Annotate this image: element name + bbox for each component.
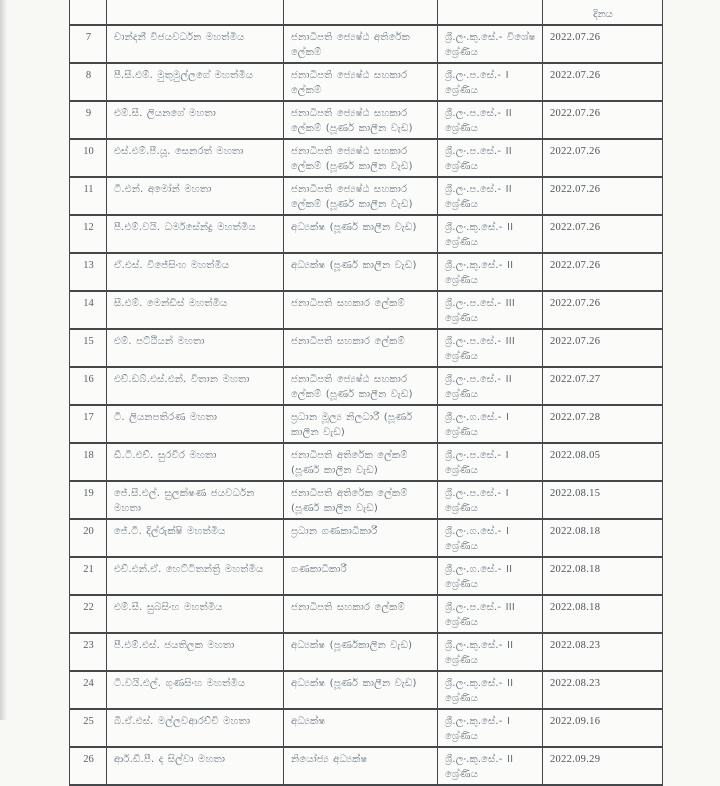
table-header-row [70,0,663,25]
date-cell: 2022.07.26 [543,101,663,139]
header-date: දිනය [543,0,663,25]
row-number-cell: 15 [70,329,107,367]
position-cell: අධ්‍යක්ෂ (පූර්ණ කාලීන වැඩ) [284,215,438,253]
table-row [70,595,663,633]
date-cell: 2022.07.28 [543,405,663,443]
grade-cell: ශ්‍රී.ලං.කු.සේ.- II ශ්‍රේණිය [438,253,543,291]
grade-cell: ශ්‍රී.ලං.ප.සේ.- II ශ්‍රේණිය [438,101,543,139]
date-cell: 2022.09.29 [543,747,663,785]
name-cell: එම්.සී. සුබසිංහ මහත්මිය [107,595,284,633]
date-cell: 2022.08.18 [543,519,663,557]
position-cell: ජනාධිපති ජ්‍යෙෂ්ඨ සහකාර ලේකම් [284,63,438,101]
scan-edge-shadow [0,0,7,720]
row-number-cell: 16 [70,367,107,405]
header-position [284,0,438,25]
grade-cell: ශ්‍රී.ලං.ග.සේ.- I ශ්‍රේණිය [438,405,543,443]
position-cell: අධ්‍යක්ෂ [284,709,438,747]
table-row [70,25,663,63]
name-cell: ජේ.සී.එල්. සුලක්ෂණ ජයවර්ධන මහතා [107,481,284,519]
date-cell: 2022.07.26 [543,63,663,101]
row-number-cell: 10 [70,139,107,177]
grade-cell: ශ්‍රී.ලං.කු.සේ.- II ශ්‍රේණිය [438,633,543,671]
position-cell: අධ්‍යක්ෂ (පූර්ණකාලීන වැඩ) [284,633,438,671]
row-number-cell: 17 [70,405,107,443]
name-cell: ඩී.ටී.එච්. සුරවීර මහතා [107,443,284,481]
grade-cell: ශ්‍රී.ලං.ප.සේ.- II ශ්‍රේණිය [438,139,543,177]
name-cell: පී.එම්.එස්. ජයතිලක මහතා [107,633,284,671]
row-number-cell: 9 [70,101,107,139]
row-number-cell: 8 [70,63,107,101]
row-number-cell: 24 [70,671,107,709]
table-row [70,519,663,557]
name-cell: පී.සී.එම්. මුතුමුල්ලගේ මහත්මිය [107,63,284,101]
position-cell: ජනාධිපති අතිරේක ලේකම් (පූර්ණ කාලීන වැඩ) [284,443,438,481]
position-cell: ප්‍රධාන ගණකාධිකාරී [284,519,438,557]
table-row [70,63,663,101]
name-cell: පී.එම්.වයි. ධර්මසේන්ද්‍ර මහත්මිය [107,215,284,253]
name-cell: ජේ.ටී. දිල්රුක්ෂි මහත්මිය [107,519,284,557]
row-number-cell: 18 [70,443,107,481]
grade-cell: ශ්‍රී.ලං.කු.සේ.- II ශ්‍රේණිය [438,215,543,253]
position-cell: ගණකාධිකාරී [284,557,438,595]
grade-cell: ශ්‍රී.ලං.ප.සේ.- I ශ්‍රේණිය [438,481,543,519]
name-cell: එච්.ඩබ්.එස්.එන්. විතාන මහතා [107,367,284,405]
row-number-cell: 13 [70,253,107,291]
date-cell: 2022.07.26 [543,139,663,177]
grade-cell: ශ්‍රී.ලං.ප.සේ.- III ශ්‍රේණිය [438,291,543,329]
position-cell: ජනාධිපති සහකාර ලේකම් [284,291,438,329]
position-cell: ජනාධිපති ජ්‍යෙෂ්ඨ සහකාර ලේකම් (පූර්ණ කාලීන වැඩ) [284,177,438,215]
table-row [70,329,663,367]
position-cell: ජනාධිපති ජ්‍යෙෂ්ඨ අතිරේක ලේකම් [284,25,438,63]
position-cell: ජනාධිපති අතිරේක ලේකම් (පූර්ණ කාලීන වැඩ) [284,481,438,519]
date-cell: 2022.08.18 [543,557,663,595]
table-row [70,253,663,291]
name-cell: ටී.වයි.එල්. ගුණසිංහ මහත්මිය [107,671,284,709]
grade-cell: ශ්‍රී.ලං.කු.සේ.- විශේෂ ශ්‍රේණිය [438,25,543,63]
name-cell: එස්.එම්.පී.යූ. සෙනරත් මහතා [107,139,284,177]
position-cell: ජනාධිපති ජ්‍යෙෂ්ඨ සහකාර ලේකම් (පූර්ණ කාලීන වැඩ) [284,367,438,405]
row-number-cell: 26 [70,747,107,785]
name-cell: ටී.එන්. අමෝන් මහතා [107,177,284,215]
table-row [70,747,663,785]
date-cell: 2022.07.26 [543,177,663,215]
position-cell: ජනාධිපති ජ්‍යෙෂ්ඨ සහකාර ලේකම් (පූර්ණ කාලීන වැඩ) [284,139,438,177]
name-cell: ආර්.ඩී.පී. ද සිල්වා මහතා [107,747,284,785]
table-row [70,633,663,671]
row-number-cell: 12 [70,215,107,253]
grade-cell: ශ්‍රී.ලං.ප.සේ.- III ශ්‍රේණිය [438,329,543,367]
name-cell: එච්.එන්.ඒ. හෙට්ටිතන්ත්‍රි මහත්මිය [107,557,284,595]
date-cell: 2022.08.23 [543,671,663,709]
position-cell: අධ්‍යක්ෂ (පූර්ණ කාලීන වැඩ) [284,253,438,291]
name-cell: එම්.සී. ලියනගේ මහතා [107,101,284,139]
grade-cell: ශ්‍රී.ලං.ප.සේ.- I ශ්‍රේණිය [438,63,543,101]
row-number-cell: 21 [70,557,107,595]
row-number-cell: 20 [70,519,107,557]
table-row [70,671,663,709]
row-number-cell: 11 [70,177,107,215]
table-body [70,25,663,785]
row-number-cell: 7 [70,25,107,63]
date-cell: 2022.08.15 [543,481,663,519]
row-number-cell: 23 [70,633,107,671]
date-cell: 2022.07.26 [543,25,663,63]
grade-cell: ශ්‍රී.ලං.ග.සේ.- II ශ්‍රේණිය [438,557,543,595]
name-cell: එම්. පට්ඨියන් මහතා [107,329,284,367]
row-number-cell: 22 [70,595,107,633]
grade-cell: ශ්‍රී.ලං.කු.සේ.- II ශ්‍රේණිය [438,747,543,785]
name-cell: ටී. ලියනපතිරණ මහතා [107,405,284,443]
table-row [70,215,663,253]
table-row [70,557,663,595]
table-row [70,405,663,443]
grade-cell: ශ්‍රී.ලං.කු.සේ.- I ශ්‍රේණිය [438,709,543,747]
date-cell: 2022.07.27 [543,367,663,405]
row-number-cell: 25 [70,709,107,747]
table-row [70,481,663,519]
position-cell: ජනාධිපති සහකාර ලේකම් [284,595,438,633]
header-grade [438,0,543,25]
name-cell: ඒ.එස්. විජේසිංහ මහත්මිය [107,253,284,291]
header-name [107,0,284,25]
row-number-cell: 19 [70,481,107,519]
date-cell: 2022.08.23 [543,633,663,671]
scanned-document [69,0,663,786]
table-row [70,443,663,481]
position-cell: ජනාධිපති සහකාර ලේකම් [284,329,438,367]
grade-cell: ශ්‍රී.ලං.ග.සේ.- I ශ්‍රේණිය [438,519,543,557]
table-row [70,709,663,747]
position-cell: ප්‍රධාන මූල්‍ය නිලධාරී (පූර්ණ කාලීන වැඩ) [284,405,438,443]
grade-cell: ශ්‍රී.ලං.ප.සේ.- II ශ්‍රේණිය [438,177,543,215]
officials-table [69,0,663,786]
date-cell: 2022.07.26 [543,253,663,291]
position-cell: අධ්‍යක්ෂ (පූර්ණ කාලීන වැඩ) [284,671,438,709]
date-cell: 2022.07.26 [543,291,663,329]
date-cell: 2022.09.16 [543,709,663,747]
name-cell: චාන්දනී විජයවර්ධන මහත්මිය [107,25,284,63]
table-row [70,101,663,139]
table-row [70,177,663,215]
position-cell: නියෝජ්‍ය අධ්‍යක්ෂ [284,747,438,785]
grade-cell: ශ්‍රී.ලං.ප.සේ.- I ශ්‍රේණිය [438,443,543,481]
grade-cell: ශ්‍රී.ලං.ප.සේ.- III ශ්‍රේණිය [438,595,543,633]
name-cell: බී.ඒ.එස්. මල්ලවආරච්චි මහතා [107,709,284,747]
grade-cell: ශ්‍රී.ලං.ප.සේ.- II ශ්‍රේණිය [438,367,543,405]
table-row [70,367,663,405]
grade-cell: ශ්‍රී.ලං.කු.සේ.- II ශ්‍රේණිය [438,671,543,709]
date-cell: 2022.08.18 [543,595,663,633]
date-cell: 2022.08.05 [543,443,663,481]
position-cell: ජනාධිපති ජ්‍යෙෂ්ඨ සහකාර ලේකම් (පූර්ණ කාලීන වැඩ) [284,101,438,139]
name-cell: සී.එම්. මෙන්ඩිස් මහත්මිය [107,291,284,329]
date-cell: 2022.07.26 [543,329,663,367]
row-number-cell: 14 [70,291,107,329]
header-no [70,0,107,25]
table-row [70,139,663,177]
date-cell: 2022.07.26 [543,215,663,253]
table-row [70,291,663,329]
